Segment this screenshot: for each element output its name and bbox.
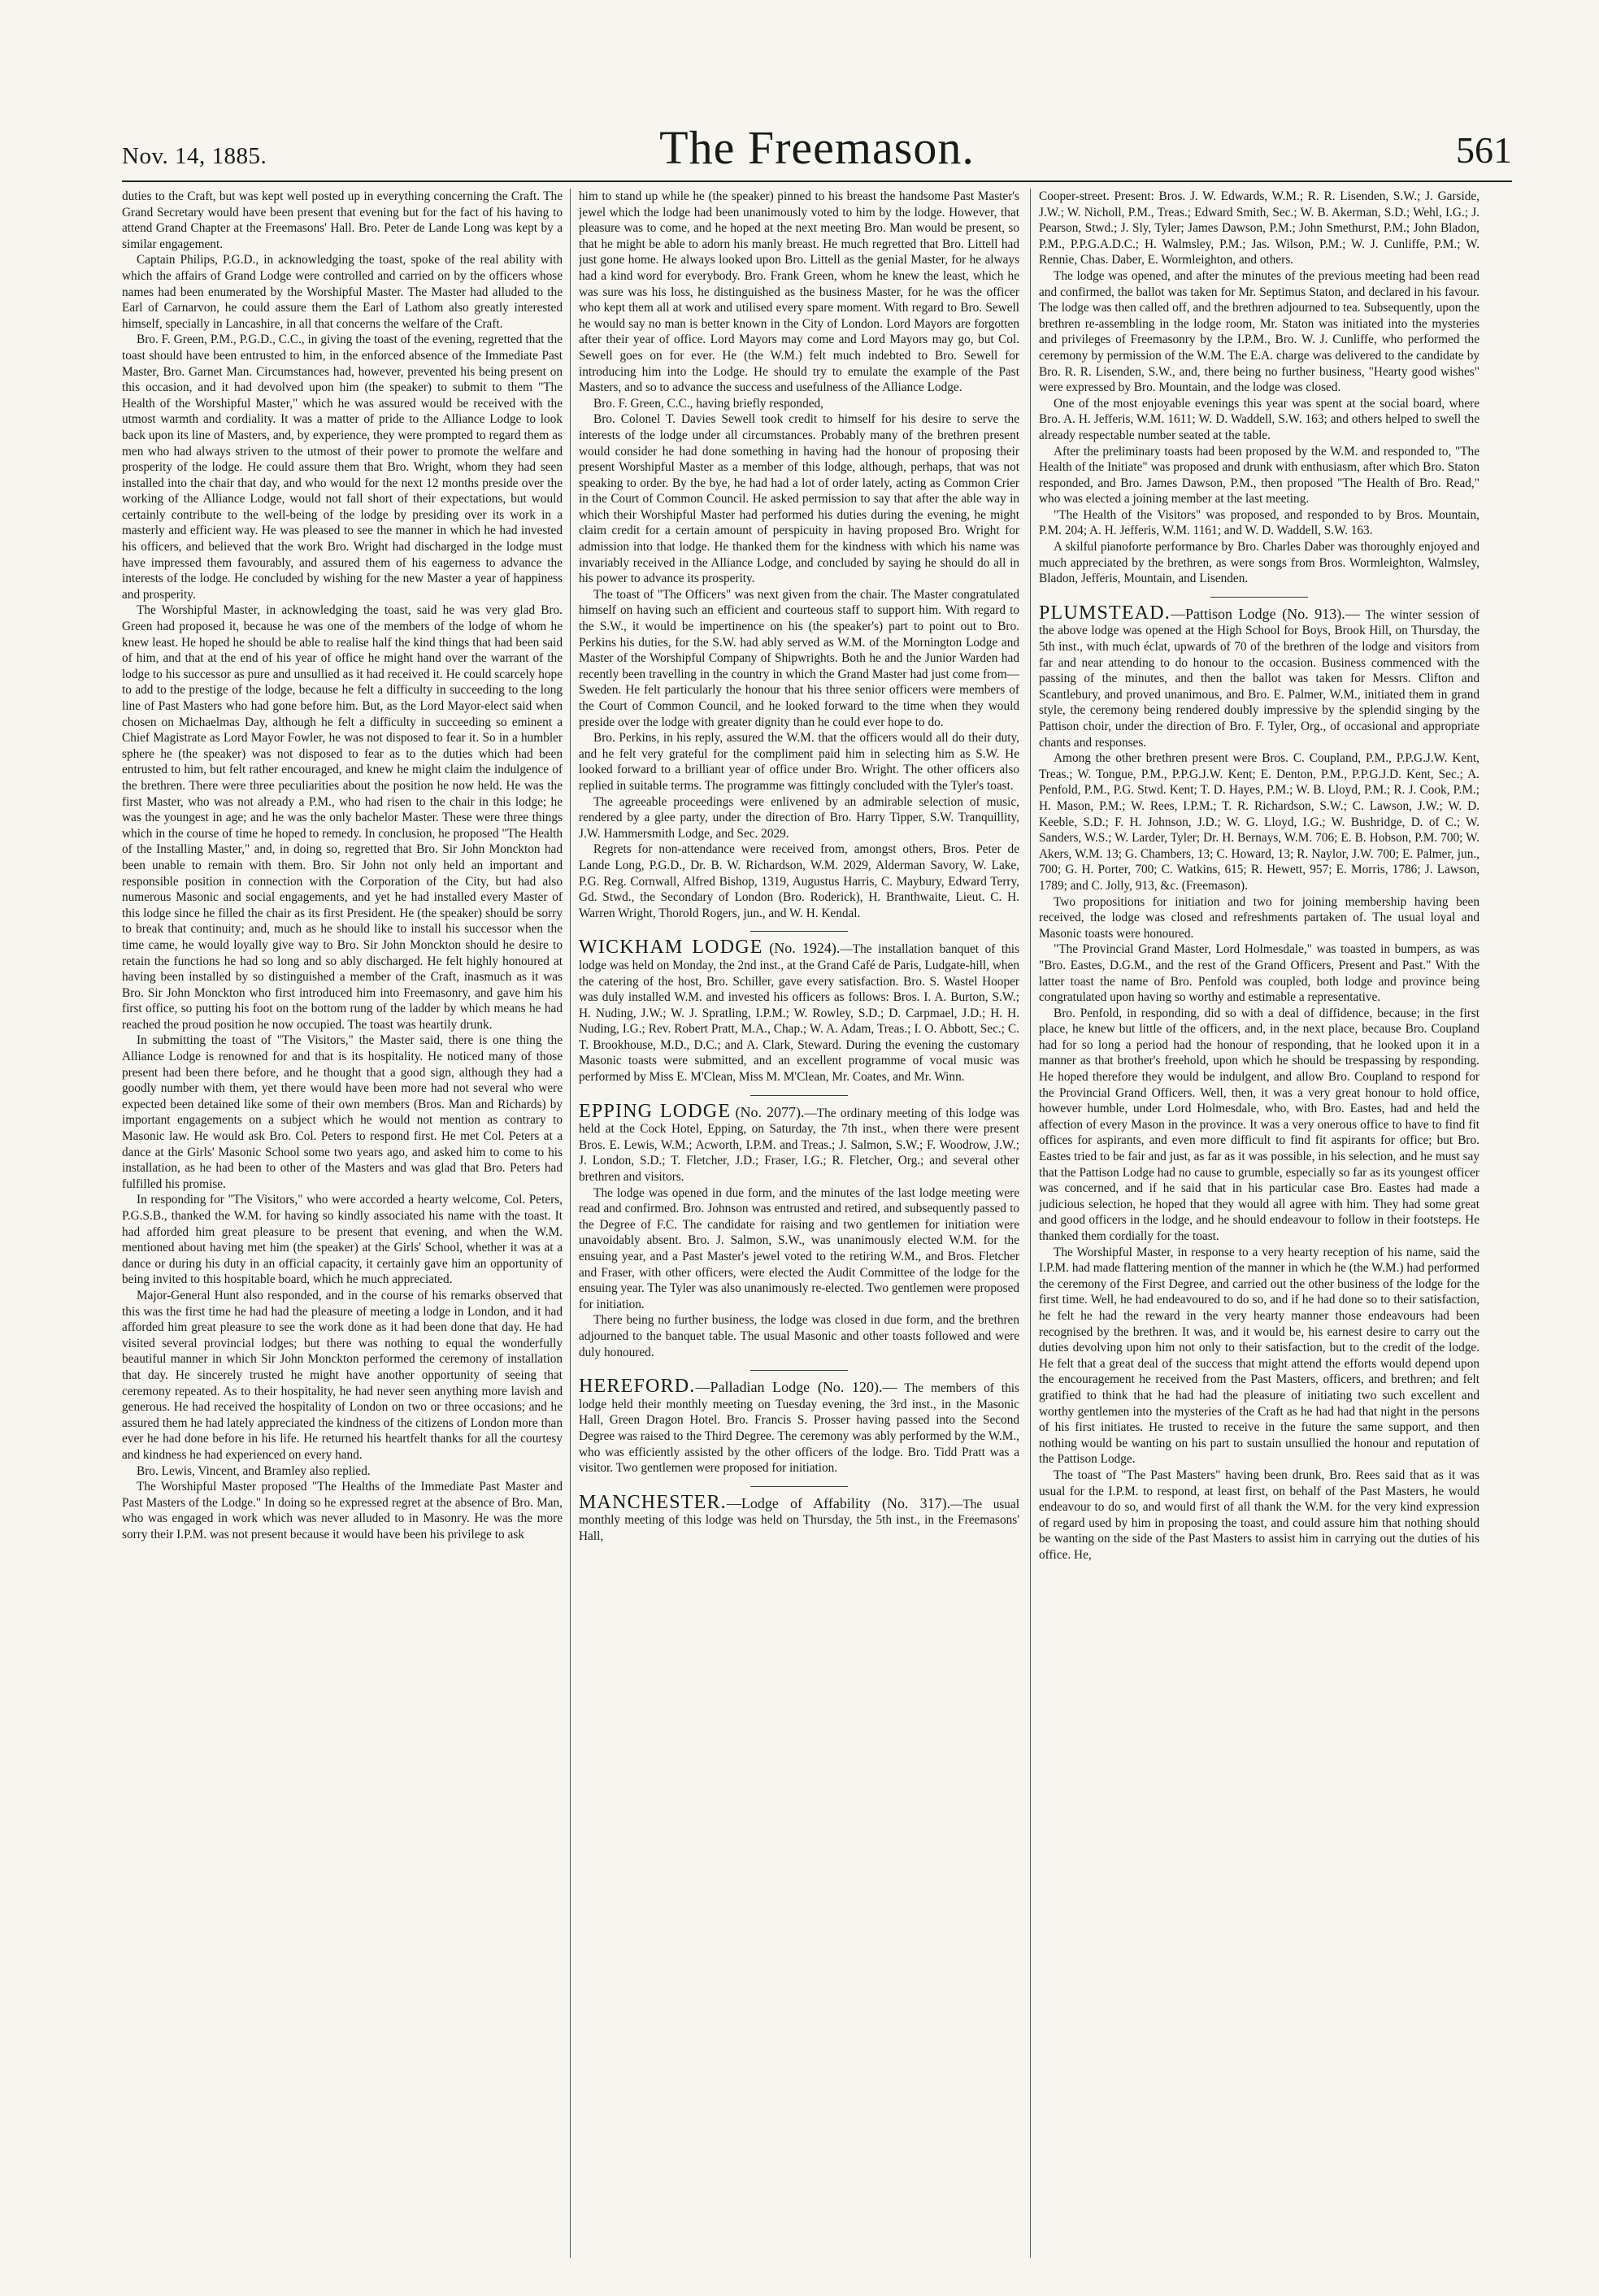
article-paragraph: The lodge was opened in due form, and the minutes of the last lodge meeting were read and confirmed. Bro. Johnson was entrusted and retired, and subsequently passed to the Degree of F.C. The candidate for raising and two gentlemen for initiation were unavoidably absent. Bro. J. Salmon, S.W., was unanimously elected W.M. for the ensuing year, and a Past Master's jewel voted to the retiring W.M., and Bros. Fletcher and Fraser, with other officers, were elected the Audit Committee of the lodge for the ensuing year. The Tyler was also unanimously re-elected. Two gentlemen were proposed for initiation. xyxy=(579,1185,1019,1311)
page-number: 561 xyxy=(1456,129,1512,171)
newspaper-title: The Freemason. xyxy=(659,121,975,174)
article-paragraph: Bro. F. Green, P.M., P.G.D., C.C., in giving the toast of the evening, regretted that the toast should have been entrusted to him, in the enforced absence of the Immediate Past Master, Bro. Garnet Man. Circumstances had, however, prevented his being present on this occasion, and it had devolved upon him (the speaker) to submit to them "The Health of the Worshipful Master," which he was assured would be received with the utmost warmth and cordiality. It was a matter of pride to the Alliance Lodge to look back upon its line of Masters, and, by experience, they were prompted to regard them as men who had always striven to the utmost of their power to promote the welfare and prosperity of the lodge. He could assure them that Bro. Wright, whom they had seen installed into the chair that day, and who would for the next 12 months preside over the working of the Alliance Lodge, would not fall short of their expectations, but would certainly contribute to the well-being of the lodge by presiding over its work in a masterly and efficient way. He was pleased to see the manner in which he had invested his officers, and believed that the work Bro. Wright had discharged in the lodge must have impressed them favourably, and assured them of his eagerness to advance the interests of the lodge. He concluded by wishing for the new Master a year of happiness and prosperity. xyxy=(122,333,563,602)
column-divider xyxy=(1030,189,1031,2258)
article-paragraph: Bro. F. Green, C.C., having briefly responded, xyxy=(593,396,823,411)
epping-lodge-report xyxy=(579,1100,1019,1185)
article-paragraph: Major-General Hunt also responded, and in the course of his remarks observed that this was the first time he had had the pleasure of meeting a lodge in London, and it had afforded him great pleasure to see the work done as it had been done that day. He had visited several provincial lodges; but there was nothing to equal the wonderfully beautiful manner in which Sir John Monckton performed the ceremony of installation that day. He sincerely trusted he might have another opportunity of seeing that ceremony repeated. As to their hospitality, he had never seen anything more lavish and generous. He had received the hospitality of London on two or three occasions; and he assured them he had lately appreciated the kindness of the citizens of London more than ever he had done before in his life. He returned his heartfelt thanks for all the courtesy and kindness he had experienced on every hand. xyxy=(122,1288,563,1462)
section-separator xyxy=(1210,597,1308,598)
hereford-lodge-report xyxy=(579,1376,1019,1476)
article-paragraph: Regrets for non-attendance were received from, amongst others, Bros. Peter de Lande Long, P.G.D., Dr. B. W. Richardson, W.M. 2029, Alderman Savory, W. Lake, P.G. Reg. Cornwall, Alfred Bishop, 1319, Augustus Harris, C. Maybury, Edward Terry, Gd. Stwd., the Secondary of London (Bro. Roderick), H. Branthwaite, Lieut. C. H. Warren Wright, Thorold Rogers, jun., and W. H. Kendal. xyxy=(579,842,1019,920)
article-paragraph: The Worshipful Master, in acknowledging the toast, said he was very glad Bro. Green had proposed it, because he was one of the members of the lodge of whom he knew least. He hoped he should be able to realise half the kind things that had been said of him, and that at the end of his year of office he might hand over the warrant of the lodge to his successor as pure and unsullied as it had received it. He could scarcely hope to add to the prestige of the lodge, because he felt a difficulty in succeeding to the long line of Past Masters who had gone before him. But, as the Lord Mayor-elect said when chosen on Michaelmas Day, although he felt a difficulty in succeeding so eminent a Chief Magistrate as Lord Mayor Fowler, he was not disposed to fear it. So in a humbler sphere he (the speaker) was not disposed to fear as to the duties which had been entrusted to him, but felt rather encouraged, and knew he might claim the indulgence of the brethren. There were three peculiarities about the position he now held. He was the first Master, who was not already a P.M., who had risen to the chair in this lodge; he was the youngest in age; and he was the only bachelor Master. These were three things which in the course of time he hoped to remedy. In conclusion, he proposed "The Health of the Installing Master," and, in doing so, regretted that Bro. Sir John Monckton had been unable to remain with them. Bro. Sir John not only held an important and responsible position in connection with the Corporation of the City, but had also numerous Masonic and social engagements, and yet he had installed every Master of this lodge since he filled the chair as its first President. He (the speaker) should be sorry to break that continuity; and, much as he should like to install his successor when the time came, he would loyally give way to Bro. Sir John Monckton should he desire to retain the functions he had so long and so ably discharged. He felt highly honoured at having been installed by so distinguished a member of the Craft, inasmuch as it was Bro. Sir John Monckton who first introduced him into Freemasonry, and gave him his first office, so putting his foot on the bottom rung of the ladder by which means he had reached the proud position he now occupied. The toast was heartily drunk. xyxy=(122,603,563,1032)
article-paragraph: The agreeable proceedings were enlivened by an admirable selection of music, rendered by a glee party, under the direction of Bro. Harry Tipper, S.W. Tranquillity, J.W. Hammersmith Lodge, and Sec. 2029. xyxy=(579,794,1019,841)
column-divider xyxy=(570,189,571,2258)
article-paragraph: The Worshipful Master proposed "The Healths of the Immediate Past Master and Past Masters of the Lodge." In doing so he expressed regret at the absence of Bro. Man, who was engaged in work which was never alluded to in Masonry. He was the more sorry their I.P.M. was not present because it would have been his privilege to ask xyxy=(122,1480,563,1542)
lodge-number: (No. 1924). xyxy=(769,940,841,957)
article-paragraph: Bro. Colonel T. Davies Sewell took credit to himself for his desire to serve the interests of the lodge under all circumstances. Probably many of the brethren present would consider he had done something in having had the honour of proposing their present Worshipful Master as a member of this lodge, although, perhaps, that was not speaking to order. By the bye, he had had a lot of order lately, acting as Common Crier in the Court of Common Council. He asked permission to say that after the able way in which their Worshipful Master had performed his duties during the evening, he might claim credit for a certain amount of perspicuity in having proposed Bro. Wright for admission into that lodge. He thanked them for the kindness with which his name was invariably received in the Alliance Lodge, and concluded by saying he should do all in his power to advance its prosperity. xyxy=(579,412,1019,586)
report-text: —The installation banquet of this lodge was held on Monday, the 2nd inst., at the Grand Café de Paris, Ludgate-hill, when the catering of the host, Bro. Schiller, gave every satisfaction. Bro. S. Wastel Hooper was duly installed W.M. and invested his officers as follows: Bros. I. A. Burton, S.W.; H. Nuding, J.W.; W. J. Spratling, I.P.M.; W. Rowley, S.D.; D. Carpmael, J.D.; H. H. Nuding, I.G.; Rev. Robert Pratt, M.A., Chap.; W. A. Adam, Treas.; I. O. Abbott, Sec.; C. T. Brookhouse, M.D., D.C.; and A. Clark, Steward. During the evening the customary Masonic toasts were submitted, and an excellent programme of vocal music was performed by Miss E. M'Clean, Miss M. M'Clean, Mr. Coates, and Mr. Winn. xyxy=(579,942,1019,1085)
column-2 xyxy=(579,189,1019,2270)
lodge-heading: HEREFORD. xyxy=(579,1376,696,1398)
article-paragraph: Two propositions for initiation and two for joining membership having been received, the lodge was closed and refreshments partaken of. The usual loyal and Masonic toasts were honoured. xyxy=(1039,894,1480,941)
column-3 xyxy=(1039,189,1480,2270)
article-paragraph: "The Health of the Visitors" was proposed, and responded to by Bros. Mountain, P.M. 204; A. H. Jefferis, W.M. 1161; and W. D. Waddell, S.W. 163. xyxy=(1039,507,1480,538)
lodge-heading: MANCHESTER. xyxy=(579,1491,727,1513)
article-paragraph: Bro. Penfold, in responding, did so with a deal of diffidence, because; in the first place, he knew but little of the officers, and, in the next place, because Bro. Coupland had for so long a period had the honour of responding, that he looked upon it in a manner as that brother's freehold, upon which he should be trespassing by responding. He hoped therefore they would be indulgent, and allow Bro. Coupland to respond for the Provincial Grand Officers. Well, then, it was a very great honour to hold office, however humble, under Lord Holmesdale, who, with Bro. Eastes, had and held the affection of every Mason in the province. It was a very onerous office to have to find fit offices for aspirants, and even more difficult to find fit aspirants for office; but Bro. Eastes tried to be fair and just, as far as it was possible, in his selection, and he must say that the Pattison Lodge had no cause to grumble, especially so far as its youngest officer was concerned, and if he said that in his particular case Bro. Eastes had made a judicious selection, he hoped that they would all agree with him. They had some great and good officers in the lodge, and he should endeavour to follow in their footsteps. He thanked them cordially for the toast. xyxy=(1039,1006,1480,1243)
article-paragraph: A skilful pianoforte performance by Bro. Charles Daber was thoroughly enjoyed and much appreciated by the brethren, as were songs from Bros. Wormleighton, Walmsley, Bladon, Jefferis, Mountain, and Lisenden. xyxy=(1039,540,1480,586)
article-paragraph: In responding for "The Visitors," who were accorded a hearty welcome, Col. Peters, P.G.S.B., thanked the W.M. for having so kindly associated his name with the toast. It had afforded him great pleasure to be present that evening, and when the W.M. mentioned about having met him (the speaker) at the Girls' School, whether it was at a dance or during his duty in an official capacity, it certainly gave him an opportunity of being invited to this hospitable board, which he much appreciated. xyxy=(122,1193,563,1287)
issue-date: Nov. 14, 1885. xyxy=(122,143,267,169)
section-separator xyxy=(750,931,848,932)
article-paragraph: The Worshipful Master, in response to a very hearty reception of his name, said the I.P.M. had made flattering mention of the manner in which he (the W.M.) had performed the ceremony of the First Degree, and carried out the other business of the lodge for the first time. Well, he had endeavoured to do so, and if he had done so to their satisfaction, he felt he had the reward in the very hearty manner those endeavours had been recognised by the brethren. It was, and it would be, his earnest desire to carry out the duties devolving upon him not only to their satisfaction, but to the credit of the lodge. He felt that a great deal of the success that might attend the efforts would depend upon the encouragement he received from the Past Masters, officers, and brethren; and felt gratified to think that he had had the pleasure of initiating two such excellent and worthy gentlemen into the mysteries of the Craft as he had had that night in the persons of his first initiates. He trusted to receive in the future the same support, and then nothing would be wanting on his part to sustain unsullied the honour and reputation of the Pattison Lodge. xyxy=(1039,1245,1480,1467)
article-paragraph: duties to the Craft, but was kept well posted up in everything concerning the Craft. The Grand Secretary would have been present that evening but for the fact of his having to attend Grand Chapter at the Freemasons' Hall. Bro. Peter de Lande Long was kept by a similar engagement. xyxy=(122,189,563,251)
article-paragraph: The toast of "The Officers" was next given from the chair. The Master congratulated himself on having such an efficient and courteous staff to support him. With regard to the S.W., it would be impertinence on his (the speaker's) part to point out to Bro. Perkins his duties, for the S.W. had ably served as W.M. of the Mornington Lodge and Master of the Worshipful Company of Shipwrights. Both he and the Junior Warden had recently been travelling in the country in which the Grand Master had just come from—Sweden. He felt particularly the honour that his three senior officers were members of the Court of Common Council, and he looked forward to the time when they would preside over the lodge with greater dignity than he could ever hope to do. xyxy=(579,587,1019,729)
plumstead-lodge-report xyxy=(1039,602,1480,750)
column-1 xyxy=(122,189,563,2270)
report-text: The members of this lodge held their monthly meeting on Tuesday evening, the 3rd inst., in the Masonic Hall, Green Dragon Hotel. Bro. Francis S. Prosser having passed into the Second Degree was raised to the Third Degree. The ceremony was ably performed by the W.M., who was efficiently assisted by the other officers of the lodge. Bro. Tidd Pratt was a visitor. Two gentlemen were proposed for initiation. xyxy=(579,1381,1019,1476)
article-paragraph: "The Provincial Grand Master, Lord Holmesdale," was toasted in bumpers, as was "Bro. Eastes, D.G.M., and the rest of the Grand Officers, Present and Past." With the latter toast the name of Bro. Penfold was coupled, both lodge and province being congratulated upon having so worthy and estimable a representative. xyxy=(1039,942,1480,1005)
lodge-number: —Palladian Lodge (No. 120).— xyxy=(695,1379,897,1396)
section-separator xyxy=(750,1486,848,1487)
article-paragraph: Bro. Perkins, in his reply, assured the W.M. that the officers would all do their duty, and he felt very grateful for the compliment paid him in selecting him as S.W. He looked forward to a brilliant year of office under Bro. Wright. The other officers also replied in suitable terms. The programme was fittingly concluded with the Tyler's toast. xyxy=(579,731,1019,793)
report-text: —The usual monthly meeting of this lodge was held on Thursday, the 5th inst., in the Freemasons' Hall, xyxy=(579,1497,1019,1543)
article-paragraph: The lodge was opened, and after the minutes of the previous meeting had been read and confirmed, the ballot was taken for Mr. Septimus Staton, and declared in his favour. The lodge was then called off, and the brethren adjourned to tea. Subsequently, upon the brethren re-assembling in the lodge room, Mr. Staton was initiated into the mysteries and privileges of Freemasonry by the I.P.M., Bro. W. J. Cunliffe, who performed the ceremony by permission of the W.M. The E.A. charge was delivered to the candidate by Bro. R. R. Lisenden, S.W., and, there being no further business, "Hearty good wishes" were expressed by Bro. Mountain, and the lodge was closed. xyxy=(1039,268,1480,395)
section-separator xyxy=(750,1370,848,1371)
article-paragraph: him to stand up while he (the speaker) pinned to his breast the handsome Past Master's jewel which the lodge had been unanimously voted to him by the lodge. However, that pleasure was to come, and he hoped at the next meeting Bro. Man would be present, so that he might be able to adorn his manly breast. He much regretted that Bro. Littell had just gone home. He always looked upon Bro. Littell as the genial Master, for he always had a kind word for everybody. Bro. Frank Green, whom he knew the least, which he was sure was his loss, he distinguished as the business Master, for he was the officer who kept them all at work and utilised every spare moment. With regard to Bro. Sewell he would say no man is better known in the City of London. Lord Mayors are forgotten after their year of office. Lord Mayors may come and Lord Mayors may go, but Col. Sewell goes on for ever. He (the W.M.) felt much indebted to Bro. Sewell for introducing him into the Lodge. He should try to emulate the example of the Past Masters, and so to advance the success and usefulness of the Alliance Lodge. xyxy=(579,189,1019,395)
article-paragraph: In submitting the toast of "The Visitors," the Master said, there is one thing the Alliance Lodge is renowned for and that is its hospitality. He noticed many of those present had been there before, and he thought that a good sign, although they had a goodly number with them, yet there would have been more had not several who were expected been detained like some of their own members (Bros. Man and Richards) by important engagements on a subject which he would not mention as contrary to Masonic law. He would ask Bro. Col. Peters to respond first. He met Col. Peters at a dance at the Girls' Masonic School some two years ago, and asked him to come to his installation, as he had been to other of the Masters and was glad that Bro. Peters had fulfilled his promise. xyxy=(122,1033,563,1191)
lodge-heading: PLUMSTEAD. xyxy=(1039,602,1171,624)
lodge-number: (No. 2077). xyxy=(735,1103,805,1120)
article-paragraph: There being no further business, the lodge was closed in due form, and the brethren adjourned to the banquet table. The usual Masonic and other toasts followed and were duly honoured. xyxy=(579,1313,1019,1359)
article-paragraph: The toast of "The Past Masters" having been drunk, Bro. Rees said that as it was usual for the I.P.M. to respond, at least first, on behalf of the Past Masters, he would endeavour to do so, and would first of all thank the W.M. for the very kind expression of regard used by him in proposing the toast, and could assure him that nothing should be wanting on the side of the Past Masters to assist him in carrying out the duties of his office. He, xyxy=(1039,1468,1480,1562)
masthead xyxy=(122,122,1512,179)
report-text: —The ordinary meeting of this lodge was held at the Cock Hotel, Epping, on Saturday, the 7th inst., when there were present Bros. E. Lewis, W.M.; Acworth, I.P.M. and Treas.; J. Salmon, S.W.; F. Woodrow, J.W.; J. London, S.D.; T. Fletcher, J.D.; Fraser, I.G.; R. Fletcher, Org.; and several other brethren and visitors. xyxy=(579,1106,1019,1185)
manchester-lodge-report xyxy=(579,1491,1019,1545)
article-paragraph: Among the other brethren present were Bros. C. Coupland, P.M., P.P.G.J.W. Kent, Treas.; W. Tongue, P.M., P.P.G.J.W. Kent; E. Denton, P.M., P.P.G.J.D. Kent, Sec.; A. Penfold, P.M., P.G. Stwd. Kent; T. D. Hayes, P.M.; W. B. Lloyd, P.M.; R. J. Cook, P.M.; H. Mason, P.M.; W. Rees, I.P.M.; T. R. Richardson, S.W.; C. Lawson, J.W.; W. D. Keeble, S.D.; F. H. Johnson, J.D.; W. G. Lloyd, I.G.; W. Bushridge, D. of C.; W. Sanders, W.S.; W. Larder, Tyler; Dr. H. Bernays, W.M. 706; E. B. Hobson, P.M. 700; W. Akers, W.M. 13; G. Chambers, 13; C. Howard, 13; R. Naylor, J.W. 700; E. Palmer, jun., 700; G. H. Porter, 700; C. Watkins, 615; R. Hewett, 957; E. Morris, 1786; J. Lawson, 1789; and C. Jolly, 913, &c. (Freemason). xyxy=(1039,751,1480,893)
lodge-heading: WICKHAM LODGE xyxy=(579,937,763,959)
report-text: The winter session of the above lodge was opened at the High School for Boys, Brook Hill, on Thursday, the 5th inst., with much éclat, upwards of 70 of the brethren of the lodge and visitors from far and near attending to do honour to the occasion. Business commenced with the passing of the minutes, and then the ballot was taken for Messrs. Clifton and Scantlebury, and proved unanimous, and Bro. E. Palmer, W.M., initiated them in grand style, the ceremony being rendered doubly impressive by the splendid singing by the Pattison choir, under the direction of Bro. F. Tyler, Org., of occasional and appropriate chants and responses. xyxy=(1039,607,1480,750)
lodge-number: —Pattison Lodge (No. 913).— xyxy=(1171,605,1360,622)
section-separator xyxy=(750,1095,848,1096)
article-paragraph: Cooper-street. Present: Bros. J. W. Edwards, W.M.; R. R. Lisenden, S.W.; J. Garside, J.W.; W. Nicholl, P.M., Treas.; Edward Smith, Sec.; W. B. Akerman, S.D.; Wehl, I.G.; J. Pearson, Stwd.; J. Sly, Tyler; James Dawson, P.M.; John Smethurst, P.M.; John Bladon, P.M., P.P.G.A.D.C.; H. Walmsley, P.M.; Jas. Wilson, P.M.; W. J. Cunliffe, P.M.; W. Rennie, Chas. Daber, E. Wormleighton, and others. xyxy=(1039,189,1480,267)
lodge-heading: EPPING LODGE xyxy=(579,1100,732,1122)
article-paragraph: Captain Philips, P.G.D., in acknowledging the toast, spoke of the real ability with which the affairs of Grand Lodge were controlled and carried on by the officers whose names had been enumerated by the Worshipful Master. The Master had alluded to the Earl of Carnarvon, he could assure them the Earl of Lathom also greatly interested himself, specially in Lancashire, in all that concerns the welfare of the Craft. xyxy=(122,253,563,331)
wickham-lodge-report xyxy=(579,937,1019,1085)
lodge-number: —Lodge of Affability (No. 317). xyxy=(726,1494,951,1511)
article-paragraph: One of the most enjoyable evenings this year was spent at the social board, where Bro. A. H. Jefferis, W.M. 1611; W. D. Waddell, S.W. 163; and others helped to swell the already respectable number seated at the table. xyxy=(1039,396,1480,442)
masthead-rule xyxy=(122,180,1512,182)
article-paragraph: Bro. Lewis, Vincent, and Bramley also replied. xyxy=(137,1463,371,1478)
article-paragraph: After the preliminary toasts had been proposed by the W.M. and responded to, "The Health of the Initiate" was proposed and drunk with enthusiasm, after which Bro. Staton responded, and Bro. James Dawson, P.M., then proposed "The Health of Bro. Read," who was elected a joining member at the last meeting. xyxy=(1039,444,1480,507)
